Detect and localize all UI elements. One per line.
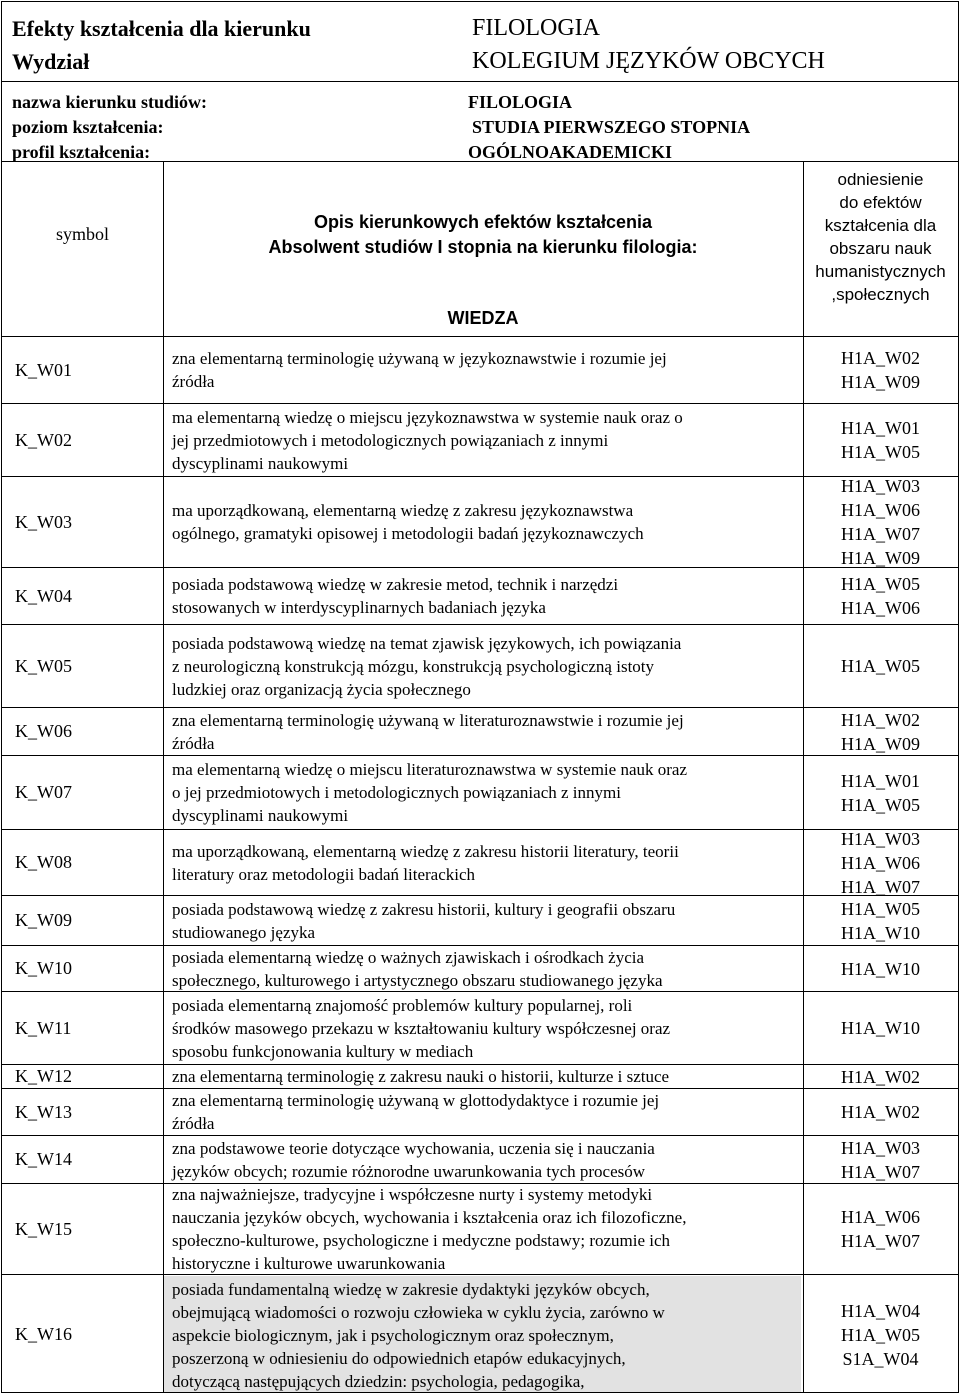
table-row xyxy=(2,756,958,830)
outcome-reference: H1A_W03 H1A_W06 H1A_W07 H1A_W09 xyxy=(841,476,920,568)
outcome-symbol: K_W08 xyxy=(15,852,72,872)
program-info-labels: nazwa kierunku studiów: poziom kształcenia: profil kształcenia: xyxy=(12,92,208,162)
table-row xyxy=(2,1065,958,1089)
outcome-symbol: K_W12 xyxy=(15,1066,72,1086)
table-row xyxy=(2,946,958,992)
outcome-description: ma elementarną wiedzę o miejscu literaturoznawstwa w systemie nauk oraz o jej przedmiotowych i metodologicznych powiązaniach z innymi dyscyplinami naukowymi xyxy=(172,760,687,825)
outcome-symbol: K_W05 xyxy=(15,655,72,676)
outcome-symbol: K_W02 xyxy=(15,429,72,450)
outcome-symbol: K_W06 xyxy=(15,721,72,741)
outcome-symbol: K_W10 xyxy=(15,958,72,978)
outcome-description: posiada podstawową wiedzę na temat zjawisk językowych, ich powiązania z neurologiczną konstrukcją mózgu, konstrukcją psychologiczną istoty ludzkiej oraz organizacją życia społecznego xyxy=(172,633,682,699)
table-row xyxy=(2,1184,958,1275)
table-row xyxy=(2,896,958,946)
outcome-reference: H1A_W04 H1A_W05 S1A_W04 xyxy=(841,1300,920,1369)
table-row xyxy=(2,568,958,625)
title-row xyxy=(2,2,958,82)
outcome-reference: H1A_W01 H1A_W05 xyxy=(841,418,920,462)
outcome-description: posiada elementarną wiedzę o ważnych zjawiskach i ośrodkach życia społecznego, kulturowego i artystycznego obszaru studiowanego języka xyxy=(172,947,663,990)
faculty-title: Efekty kształcenia dla kierunku Wydział xyxy=(12,16,311,74)
outcome-description: zna elementarną terminologię używaną w literaturoznawstwie i rozumie jej źródła xyxy=(172,710,684,753)
outcome-reference: H1A_W06 H1A_W07 xyxy=(841,1207,920,1251)
table-row xyxy=(2,708,958,756)
outcome-reference: H1A_W02 H1A_W09 xyxy=(841,709,920,754)
outcome-symbol: K_W09 xyxy=(15,910,72,930)
outcome-description: zna najważniejsze, tradycyjne i współczesne nurty i systemy metodyki nauczania języków obcych, wychowania i kształcenia oraz ich filozoficzne, społeczno-kulturowe, psychologiczne i medyczne podstawy; rozumie ich historyczne i kulturowe uwarunkowania xyxy=(172,1185,687,1273)
document-page xyxy=(1,1,959,1393)
outcome-reference: H1A_W10 xyxy=(841,958,920,979)
outcome-description: ma uporządkowaną, elementarną wiedzę z zakresu historii literatury, teorii literatury oraz metodologii badań literackich xyxy=(172,841,679,884)
outcome-description: posiada podstawową wiedzę z zakresu historii, kultury i geografii obszaru studiowanego języka xyxy=(172,899,676,942)
outcome-reference: H1A_W02 xyxy=(841,1066,920,1087)
outcome-description: zna elementarną terminologię używaną w glottodydaktyce i rozumie jej źródła xyxy=(172,1091,660,1133)
outcome-description: zna elementarną terminologię używaną w językoznawstwie i rozumie jej źródła xyxy=(172,349,667,391)
table-row xyxy=(2,404,958,477)
outcome-description: ma elementarną wiedzę o miejscu językoznawstwa w systemie nauk oraz o jej przedmiotowych i metodologicznych powiązaniach z innymi dyscyplinami naukowymi xyxy=(172,407,683,473)
outcome-reference: H1A_W05 H1A_W10 xyxy=(841,898,920,943)
table-header xyxy=(2,162,958,337)
outcome-reference: H1A_W10 xyxy=(841,1018,920,1038)
outcome-description: ma uporządkowaną, elementarną wiedzę z zakresu językoznawstwa ogólnego, gramatyki opisowej i metodologii badań językoznawczych xyxy=(172,501,644,543)
outcome-reference: H1A_W03 H1A_W07 xyxy=(841,1137,920,1182)
outcome-reference: H1A_W03 H1A_W06 H1A_W07 xyxy=(841,828,920,897)
outcome-reference: H1A_W02 xyxy=(841,1102,920,1122)
outcome-symbol: K_W07 xyxy=(15,782,72,802)
outcome-reference: H1A_W02 H1A_W09 xyxy=(841,348,920,392)
table-row xyxy=(2,1136,958,1184)
outcome-description: posiada fundamentalną wiedzę w zakresie dydaktyki języków obcych, obejmującą wiadomości o rozwoju człowieka w cyklu życia, zarówno w aspekcie biologicznym, jak i psychologicznym oraz społecznym, poszerzoną w odniesieniu do odpowiednich etapów edukacyjnych, dotyczącą następujących dziedzin: psychologia, pedagogika, xyxy=(172,1280,665,1391)
outcome-reference: H1A_W01 H1A_W05 xyxy=(841,770,920,815)
outcome-description: zna elementarną terminologię z zakresu nauki o historii, kulturze i sztuce xyxy=(172,1067,670,1086)
outcome-symbol: K_W16 xyxy=(15,1324,72,1344)
program-title: FILOLOGIA KOLEGIUM JĘZYKÓW OBCYCH xyxy=(472,15,825,74)
outcome-symbol: K_W11 xyxy=(15,1017,72,1038)
table-row xyxy=(2,1275,958,1393)
reference-column-header: odniesienie do efektów kształcenia dla obszaru nauk humanistycznych ,społecznych xyxy=(815,170,946,304)
outcome-symbol: K_W13 xyxy=(15,1101,72,1122)
table-row xyxy=(2,1089,958,1136)
outcome-reference: H1A_W05 H1A_W06 xyxy=(841,574,920,618)
table-row xyxy=(2,337,958,404)
program-info-values: FILOLOGIA STUDIA PIERWSZEGO STOPNIA OGÓLNOAKADEMICKI xyxy=(468,92,751,162)
outcome-symbol: K_W01 xyxy=(15,359,72,380)
description-column-header: Opis kierunkowych efektów kształcenia Absolwent studiów I stopnia na kierunku filologia: xyxy=(268,212,698,257)
table-row xyxy=(2,992,958,1065)
table-row xyxy=(2,625,958,708)
table-row xyxy=(2,830,958,896)
outcome-symbol: K_W03 xyxy=(15,511,72,532)
outcome-symbol: K_W15 xyxy=(15,1218,72,1239)
section-heading-wiedza: WIEDZA xyxy=(447,308,519,328)
outcome-symbol: K_W04 xyxy=(15,585,72,606)
outcome-reference: H1A_W05 xyxy=(841,656,920,676)
outcome-description: zna podstawowe teorie dotyczące wychowania, uczenia się i nauczania języków obcych; rozumie różnorodne uwarunkowania tych procesów xyxy=(172,1138,655,1181)
program-info-row xyxy=(2,82,958,162)
table-row xyxy=(2,477,958,568)
outcome-description: posiada elementarną znajomość problemów kultury popularnej, roli środków masowego przekazu w kształtowaniu kultury współczesnej oraz sposobu funkcjonowania kultury w mediach xyxy=(172,995,671,1061)
outcome-description: posiada podstawową wiedzę w zakresie metod, technik i narzędzi stosowanych w interdyscyplinarnych badaniach języka xyxy=(172,575,619,617)
symbol-column-header: symbol xyxy=(55,224,109,244)
outcome-symbol: K_W14 xyxy=(15,1149,72,1169)
